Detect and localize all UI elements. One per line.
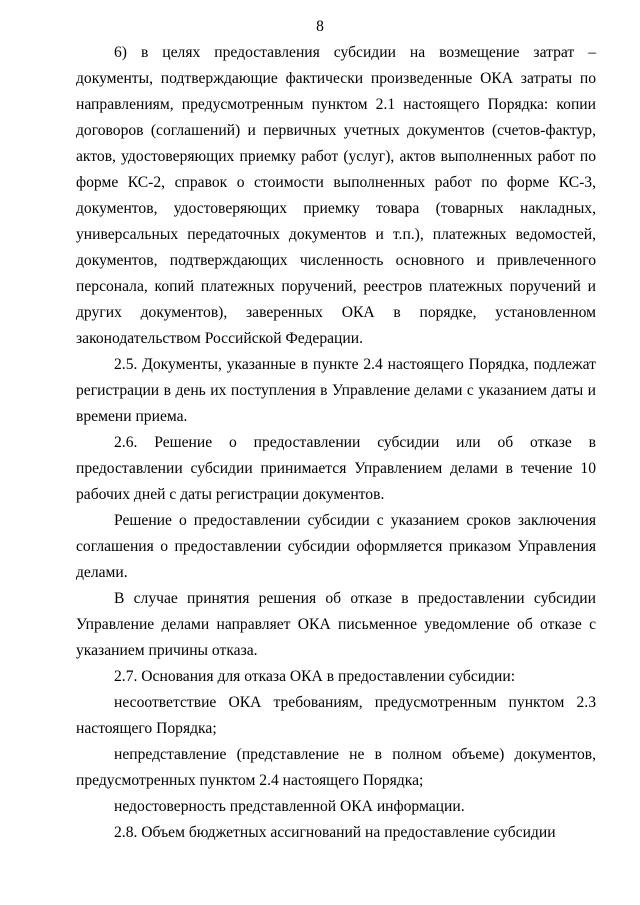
paragraph-decision-order: Решение о предоставлении субсидии с указанием сроков заключения соглашения о предоставлении субсидии оформляется приказом Управления делами.	[76, 512, 596, 581]
paragraph-item-6-supporting-documents: 6) в целях предоставления субсидии на возмещение затрат – документы, подтверждающие фактически произведенные ОКА затраты по направлениям, предусмотренным пунктом 2.1 настоящего Порядка: копии договоров (соглашений) и первичных учетных документов (счетов-фактур, актов, удостоверяющих приемку работ (услуг), актов выполненных работ по форме КС-2, справок о стоимости выполненных работ по форме КС-3, документов, удостоверяющих приемку товара (товарных накладных, универсальных передаточных документов и т.п.), платежных ведомостей, документов, подтверждающих численность основного и привлеченного персонала, копий платежных поручений, реестров платежных поручений и других документов), заверенных ОКА в порядке, установленном законодательством Российской Федерации.	[76, 44, 596, 347]
paragraph-2-5-registration: 2.5. Документы, указанные в пункте 2.4 настоящего Порядка, подлежат регистрации в день их поступления в Управление делами с указанием даты и времени приема.	[76, 356, 596, 425]
refusal-ground-noncompliance: несоответствие ОКА требованиям, предусмотренным пунктом 2.3 настоящего Порядка;	[76, 694, 596, 737]
paragraph-2-7-refusal-grounds: 2.7. Основания для отказа ОКА в предоставлении субсидии:	[114, 668, 516, 685]
refusal-ground-inaccurate-info: недостоверность представленной ОКА информации.	[114, 798, 465, 815]
refusal-ground-missing-documents: непредставление (представление не в полном объеме) документов, предусмотренных пунктом 2.4 настоящего Порядка;	[76, 746, 596, 789]
page-number: 8	[316, 18, 324, 35]
paragraph-refusal-notice: В случае принятия решения об отказе в предоставлении субсидии Управление делами направляет ОКА письменное уведомление об отказе с указанием причины отказа.	[76, 590, 596, 659]
paragraph-2-6-decision: 2.6. Решение о предоставлении субсидии или об отказе в предоставлении субсидии принимается Управлением делами в течение 10 рабочих дней с даты регистрации документов.	[76, 434, 596, 503]
paragraph-2-8-budget-allocations: 2.8. Объем бюджетных ассигнований на предоставление субсидии	[114, 824, 556, 841]
document-body	[76, 40, 596, 846]
